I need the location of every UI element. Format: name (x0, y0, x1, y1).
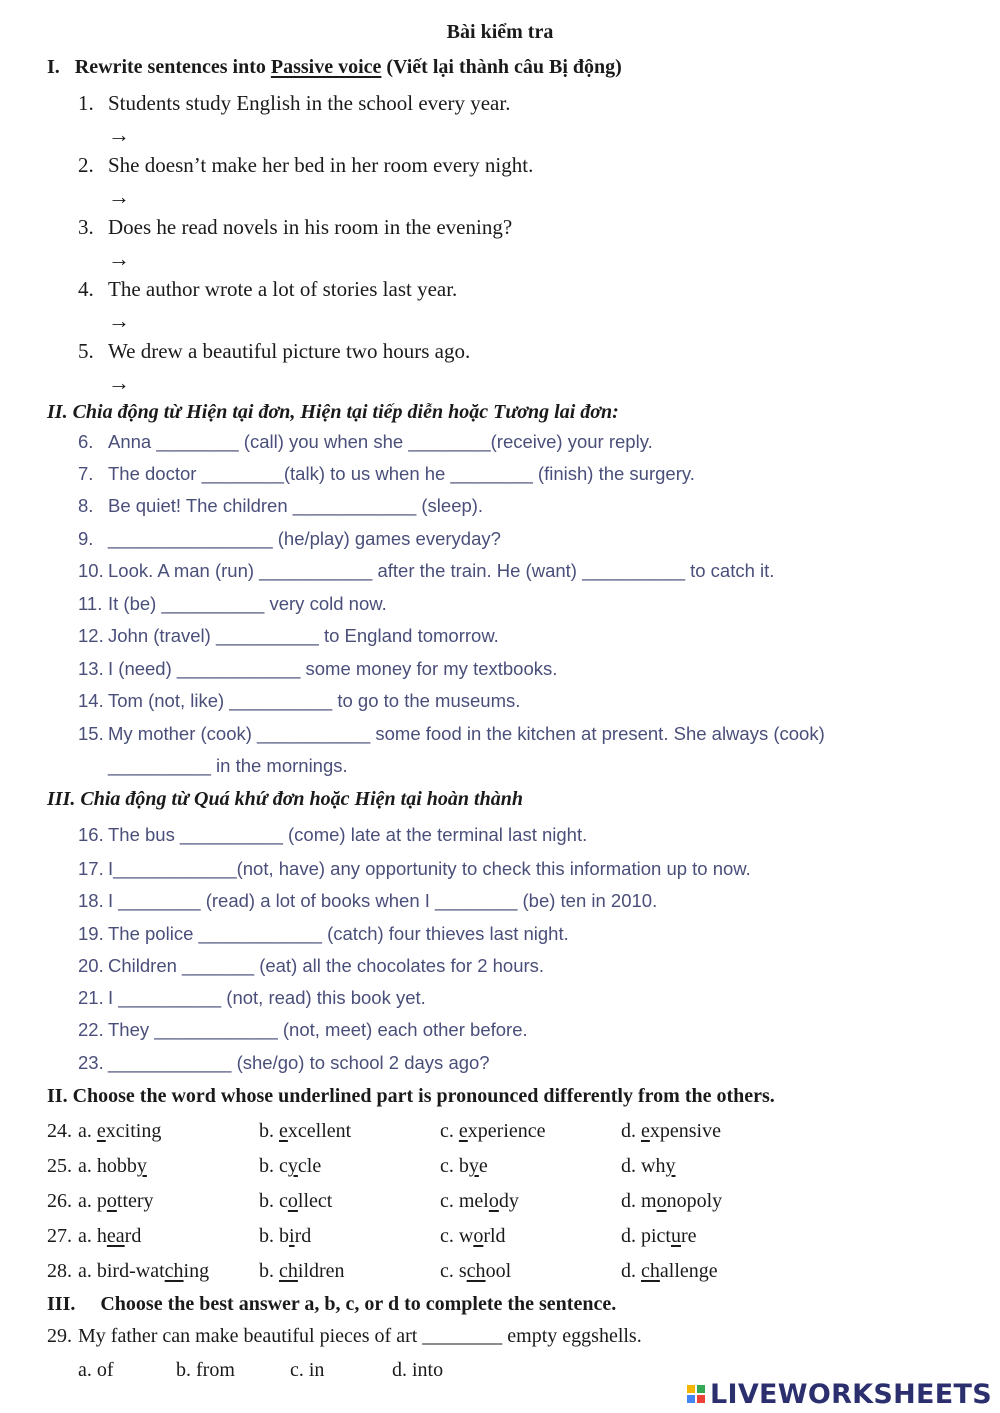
section-3-heading: III. Chia động từ Quá khứ đơn hoặc Hiện tại hoàn thành (47, 788, 523, 810)
underlined-part: o (656, 1190, 667, 1212)
underlined-part: y (665, 1155, 676, 1177)
section-1-pre: Rewrite sentences into (74, 56, 266, 78)
pronunciation-option[interactable]: a. pottery (78, 1190, 154, 1212)
pronunciation-option[interactable]: a. hobby (78, 1155, 147, 1177)
exercise-item: 17. I____________(not, have) any opportunity to check this information up to now. (78, 858, 751, 879)
pronunciation-option[interactable]: c. melody (440, 1190, 519, 1212)
question-number: 28. (47, 1260, 72, 1282)
section-1-heading (47, 56, 622, 79)
exercise-item-continuation: __________ in the mornings. (108, 755, 348, 776)
pronunciation-option[interactable]: d. monopoly (621, 1190, 723, 1212)
question-number: 24. (47, 1120, 72, 1142)
answer-arrow[interactable]: → (108, 370, 130, 395)
pronunciation-option[interactable]: c. experience (440, 1120, 546, 1142)
underlined-part: u (671, 1225, 681, 1247)
logo-square (697, 1385, 705, 1393)
answer-option-a[interactable]: a. of (78, 1359, 114, 1381)
section-1-label: I. (47, 56, 60, 78)
pronunciation-option[interactable]: a. bird-watching (78, 1260, 210, 1282)
answer-option-b[interactable]: b. from (176, 1359, 235, 1381)
question-29: 29. My father can make beautiful pieces of art ________ empty eggshells. (47, 1325, 642, 1347)
list-item: 5. We drew a beautiful picture two hours ago. (78, 339, 471, 363)
underlined-part: ch (466, 1260, 486, 1282)
underlined-part: o (106, 1190, 117, 1212)
list-item: 4. The author wrote a lot of stories last year. (78, 277, 458, 301)
exercise-item: 20. Children _______ (eat) all the chocolates for 2 hours. (78, 955, 545, 976)
question-number: 27. (47, 1225, 72, 1247)
answer-option-d[interactable]: d. into (392, 1359, 444, 1381)
answer-arrow[interactable]: → (108, 246, 130, 271)
underlined-part: ch (641, 1260, 660, 1282)
question-number: 25. (47, 1155, 72, 1177)
exercise-item: 11. It (be) __________ very cold now. (78, 593, 387, 614)
logo-text: LIVEWORKSHEETS (709, 1378, 992, 1410)
list-item: 1. Students study English in the school every year. (78, 91, 511, 115)
pronunciation-option[interactable]: b. children (259, 1260, 345, 1282)
logo-square (697, 1395, 705, 1403)
pronunciation-option[interactable]: d. why (621, 1155, 676, 1177)
pronunciation-option[interactable]: c. school (440, 1260, 512, 1282)
answer-option-c[interactable]: c. in (290, 1359, 325, 1381)
underlined-part: y (287, 1155, 298, 1177)
underlined-part: e (458, 1120, 468, 1142)
exercise-item: 10. Look. A man (run) ___________ after the train. He (want) __________ to catch it. (78, 560, 775, 581)
exercise-item: 14. Tom (not, like) __________ to go to the museums. (78, 690, 521, 711)
pronunciation-option[interactable]: a. heard (78, 1225, 142, 1247)
exercise-item: 22. They ____________ (not, meet) each other before. (78, 1019, 528, 1040)
exercise-item: 16. The bus __________ (come) late at the terminal last night. (78, 824, 588, 845)
underlined-part: e (641, 1120, 650, 1142)
pronunciation-option[interactable]: b. collect (259, 1190, 333, 1212)
pronunciation-option[interactable]: b. excellent (259, 1120, 352, 1142)
answer-arrow[interactable]: → (108, 308, 130, 333)
pronunciation-option[interactable]: b. cycle (259, 1155, 322, 1177)
section-4-heading: II. Choose the word whose underlined part is pronounced differently from the others. (47, 1085, 775, 1107)
pronunciation-option[interactable]: b. bird (259, 1225, 312, 1247)
underlined-part: ea (106, 1225, 125, 1247)
exercise-item: 8. Be quiet! The children ____________ (sleep). (78, 495, 484, 516)
logo-square (687, 1395, 695, 1403)
pronunciation-option[interactable]: c. world (440, 1225, 506, 1247)
underlined-part: e (96, 1120, 106, 1142)
underlined-part: y (136, 1155, 147, 1177)
pronunciation-option[interactable]: d. expensive (621, 1120, 721, 1142)
liveworksheets-logo (687, 1378, 992, 1410)
list-item: 2. She doesn’t make her bed in her room every night. (78, 153, 534, 177)
underlined-part: y (468, 1155, 479, 1177)
page-title: Bài kiểm tra (446, 21, 554, 43)
underlined-part: e (279, 1120, 288, 1142)
list-item: 3. Does he read novels in his room in the evening? (78, 215, 513, 239)
answer-arrow[interactable]: → (108, 184, 130, 209)
exercise-item: 15. My mother (cook) ___________ some food in the kitchen at present. She always (cook) (78, 723, 825, 744)
exercise-item: 19. The police ____________ (catch) four thieves last night. (78, 923, 569, 944)
pronunciation-option[interactable]: a. exciting (78, 1120, 162, 1142)
question-number: 26. (47, 1190, 72, 1212)
underlined-part: i (289, 1225, 295, 1247)
exercise-item: 7. The doctor ________(talk) to us when he ________ (finish) the surgery. (78, 463, 695, 484)
underlined-part: ch (164, 1260, 184, 1282)
answer-arrow[interactable]: → (108, 122, 130, 147)
underlined-part: o (488, 1190, 499, 1212)
section-1-underlined: Passive voice (270, 56, 382, 78)
underlined-part: o (287, 1190, 298, 1212)
section-2-heading: II. Chia động từ Hiện tại đơn, Hiện tại tiếp diễn hoặc Tương lai đơn: (47, 401, 619, 423)
pronunciation-option[interactable]: c. bye (440, 1155, 488, 1177)
underlined-part: o (473, 1225, 484, 1247)
exercise-item: 18. I ________ (read) a lot of books when I ________ (be) ten in 2010. (78, 890, 658, 911)
exercise-item: 13. I (need) ____________ some money for my textbooks. (78, 658, 558, 679)
section-5-heading: III. Choose the best answer a, b, c, or d to complete the sentence. (47, 1293, 617, 1315)
pronunciation-option[interactable]: d. challenge (621, 1260, 718, 1282)
logo-square (687, 1385, 695, 1393)
section-1-post: (Viết lại thành câu Bị động) (386, 56, 622, 78)
exercise-item: 6. Anna ________ (call) you when she ________(receive) your reply. (78, 431, 653, 452)
logo-mark-icon (687, 1385, 705, 1403)
exercise-item: 9. ________________ (he/play) games everyday? (78, 528, 501, 549)
exercise-item: 23. ____________ (she/go) to school 2 days ago? (78, 1052, 490, 1073)
exercise-item: 12. John (travel) __________ to England tomorrow. (78, 625, 499, 646)
exercise-item: 21. I __________ (not, read) this book yet. (78, 987, 426, 1008)
pronunciation-option[interactable]: d. picture (621, 1225, 697, 1247)
underlined-part: ch (279, 1260, 298, 1282)
